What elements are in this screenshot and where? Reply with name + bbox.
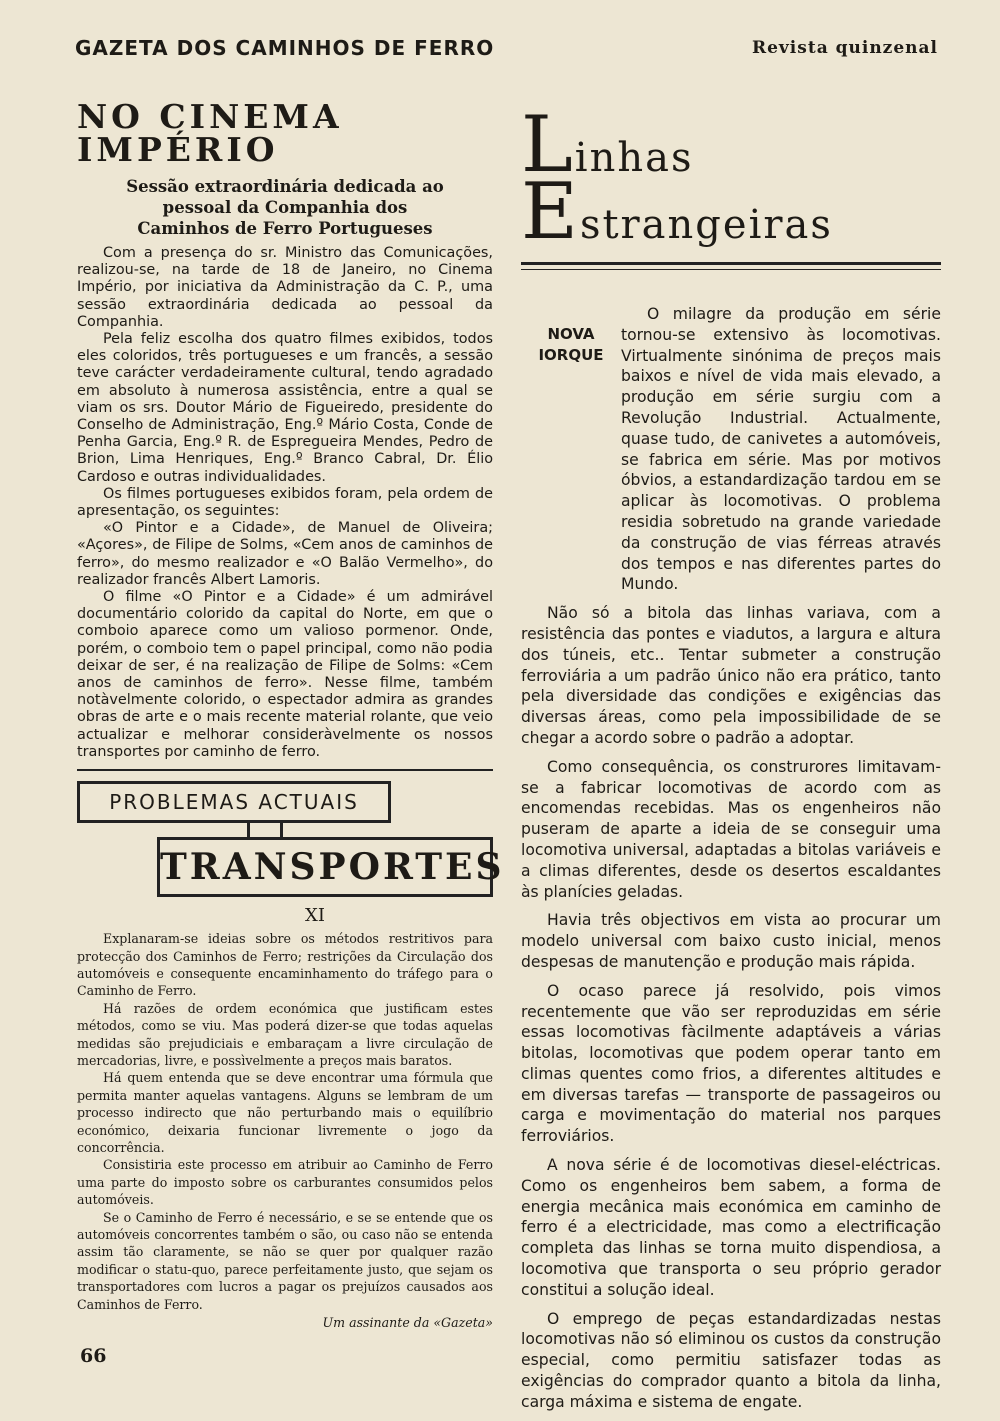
paragraph: «O Pintor e a Cidade», de Manuel de Oliveira; «Açores», de Filipe de Solms, «Cem anos de caminhos de ferro», do mesmo realizador e «O Balão Vermelho», do realizador francês Albert Lamoris. xyxy=(77,520,493,588)
article-title-linhas xyxy=(521,100,941,257)
left-column xyxy=(77,97,505,1331)
title-word-2: strangeiras xyxy=(579,202,833,248)
box-connector xyxy=(247,823,283,837)
article-number: XI xyxy=(305,905,325,927)
paragraph: Há quem entenda que se deve encontrar uma fórmula que permita manter aquelas vantagens. Alguns se lembram de um processo indirecto que não perturbando mais o equilíbrio económico, deixaria funcionar livremente o jogo da concorrência. xyxy=(77,1070,493,1155)
article-body-transportes xyxy=(77,930,493,1313)
article-signature: Um assinante da «Gazeta» xyxy=(322,1315,493,1331)
paragraph: Há razões de ordem económica que justificam estes métodos, como se viu. Mas poderá dizer-se que todas aquelas medidas são prejudiciais e embaraçam a livre circulação de mercadorias, livre, e possìvelmente a preços mais baratos. xyxy=(77,1000,493,1068)
right-column xyxy=(521,100,941,1421)
paragraph: Pela feliz escolha dos quatro filmes exibidos, todos eles coloridos, três portugueses e um francês, a sessão teve carácter verdadeiramente cultural, tendo agradado em absoluto à numerosa assistência, entre a qual se viam os srs. Doutor Mário de Figueiredo, presidente do Conselho de Administração, Eng.º Mário Costa, Conde de Penha Garcia, Eng.º R. de Espregueira Mendes, Pedro de Brion, Lima Henriques, Eng.º Branco Cabral, Dr. Élio Cardoso e outras individualidades. xyxy=(77,331,493,485)
dateline-place: NOVA IORQUE xyxy=(538,325,604,364)
first-paragraph-block xyxy=(521,304,941,603)
article-title-cinema: NO CINEMA IMPÉRIO xyxy=(77,97,343,169)
paragraph: Como consequência, os construrores limitavam-se a fabricar locomotivas de acordo com as encomendas recebidas. Mas os engenheiros não puseram de aparte a ideia de se conseguir uma locomotiva universal, adaptadas a bitolas variáveis e a climas diferentes, desde os desertos escaldantes às planícies geladas. xyxy=(521,757,941,901)
paragraph: Consistiria este processo em atribuir ao Caminho de Ferro uma parte do imposto sobre os carburantes consumidos pelos automóveis. xyxy=(77,1157,493,1208)
paragraph: Havia três objectivos em vista ao procurar um modelo universal com baixo custo inicial, menos despesas de manutenção e produção mais rápida. xyxy=(521,911,941,971)
article-title-transportes: TRANSPORTES xyxy=(157,837,493,897)
title-initial-l: L xyxy=(521,100,575,190)
title-word-1: inhas xyxy=(574,135,694,181)
section-box-problemas: PROBLEMAS ACTUAIS xyxy=(77,781,391,823)
paragraph: O milagre da produção em série tornou-se extensivo às locomotivas. Virtualmente sinónima de preços mais baixos e nível de vida mais elevado, a produção em série surgiu com a Revolução Industrial. Actualmente, quase tudo, de canivetes a automóveis, se fabrica em série. Mas por motivos óbvios, a estandardização tardou em se aplicar às locomotivas. O problema residia sobretudo na grande variedade da construção de vias férreas através dos tempos e nas diferentes partes do Mundo. xyxy=(621,305,941,594)
title-rule-thin xyxy=(521,269,941,270)
page-number: 66 xyxy=(80,1345,107,1367)
title-initial-e: E xyxy=(521,167,580,257)
title-rule xyxy=(521,262,941,265)
paragraph: Não só a bitola das linhas variava, com a resistência das pontes e viadutos, a largura e altura dos túneis, etc.. Tentar submeter a construção ferroviária a um padrão único não era prático, tanto pela diversidade das condições e exigências das diversas áreas, como pela impossibilidade de se chegar a acordo sobre o padrão a adoptar. xyxy=(521,604,941,747)
section-divider xyxy=(77,769,493,771)
paragraph: A nova série é de locomotivas diesel-eléctricas. Como os engenheiros bem sabem, a forma de energia mecânica mais económica em caminho de ferro é a electricidade, mas como a electrificação completa das linhas se torna muito dispendiosa, a locomotiva que transporta o seu próprio gerador constitui a solução ideal. xyxy=(521,1156,941,1299)
paragraph: O filme «O Pintor e a Cidade» é um admirável documentário colorido da capital do Norte, em que o comboio aparece como um valioso pormenor. Onde, porém, o comboio tem o papel principal, como não podia deixar de ser, é na realização de Filipe de Solms: «Cem anos de caminhos de ferro». Nesse filme, também notàvelmente colorido, o espectador admira as grandes obras de arte e o mais recente material rolante, que veio actualizar e melhorar consideràvelmente os nossos transportes por caminho de ferro. xyxy=(77,589,493,760)
paragraph: Explanaram-se ideias sobre os métodos restritivos para protecção dos Caminhos de Ferro; restrições da Circulação dos automóveis e consequente encaminhamento do tráfego para o Caminho de Ferro. xyxy=(77,931,493,999)
paragraph: Com a presença do sr. Ministro das Comunicações, realizou-se, na tarde de 18 de Janeiro, no Cinema Império, por iniciativa da Administração da C. P., uma sessão extraordinária dedicada ao pessoal da Companhia. xyxy=(77,245,493,330)
article-subtitle-cinema: Sessão extraordinária dedicada ao pessoal da Companhia dos Caminhos de Ferro Portugueses xyxy=(126,177,444,238)
article-body-linhas xyxy=(521,304,941,1413)
paragraph: Se o Caminho de Ferro é necessário, e se se entende que os automóveis concorrentes também o são, ou caso não se entenda assim tão claramente, se não se quer por qualquer razão modificar o statu-quo, parece perfeitamente justo, que sejam os transportadores com lucros a pagar os prejuízos causados aos Caminhos de Ferro. xyxy=(77,1209,493,1312)
paragraph: O ocaso parece já resolvido, pois vimos recentemente que vão ser reproduzidas em série essas locomotivas fàcilmente adaptáveis a várias bitolas, locomotivas que podem operar tanto em climas quentes como frios, a diferentes altitudes e em diversas tarefas — transporte de passageiros ou carga e movimentação do material nos parques ferroviários. xyxy=(521,981,941,1146)
paragraph: Os filmes portugueses exibidos foram, pela ordem de apresentação, os seguintes: xyxy=(77,485,493,520)
article-body-cinema xyxy=(77,245,493,761)
paragraph: O emprego de peças estandardizadas nestas locomotivas não só eliminou os custos da construção especial, como permitiu satisfazer todas as exigências do comprador quanto a bitola da linha, carga máxima e sistema de engate. xyxy=(521,1309,941,1411)
journal-title: GAZETA DOS CAMINHOS DE FERRO xyxy=(75,36,495,60)
journal-periodicity: Revista quinzenal xyxy=(751,38,938,58)
